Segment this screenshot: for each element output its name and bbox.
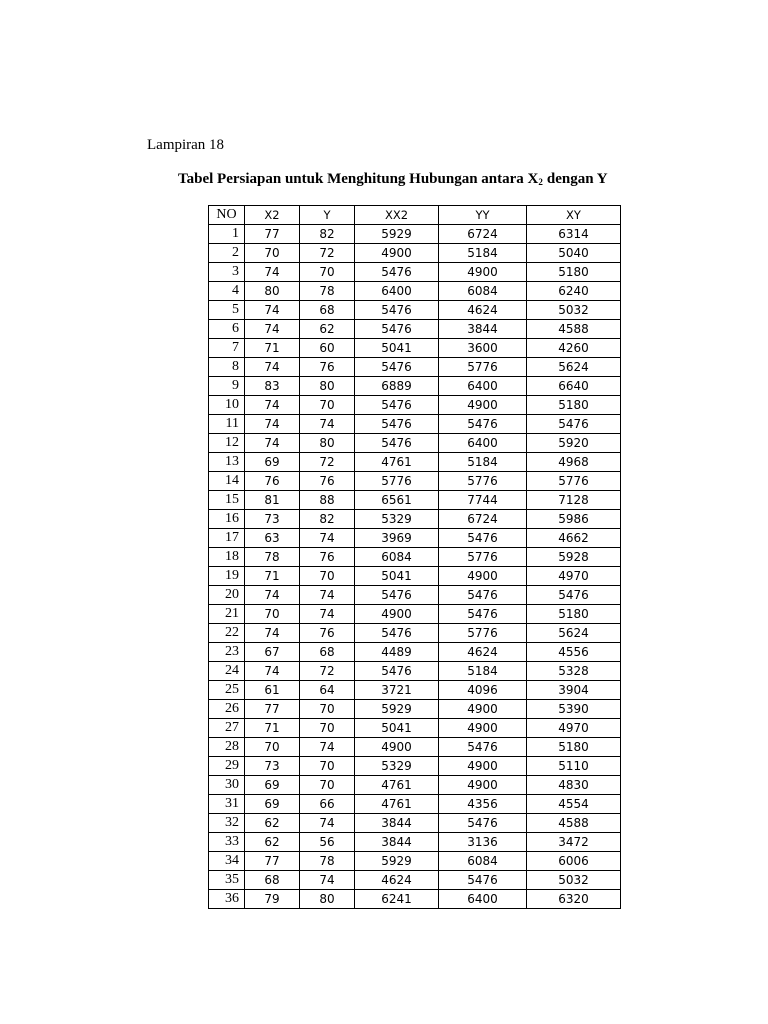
cell-x2: 69 (245, 453, 300, 472)
cell-yy: 4624 (439, 643, 527, 662)
cell-xx2: 4489 (355, 643, 439, 662)
cell-yy: 3600 (439, 339, 527, 358)
table-row (209, 681, 621, 700)
cell-yy: 5184 (439, 662, 527, 681)
cell-x2: 74 (245, 301, 300, 320)
cell-yy: 5476 (439, 814, 527, 833)
table-row (209, 567, 621, 586)
cell-x2: 62 (245, 833, 300, 852)
cell-y: 88 (300, 491, 355, 510)
table-row (209, 624, 621, 643)
table-row (209, 225, 621, 244)
cell-yy: 6400 (439, 434, 527, 453)
cell-y: 72 (300, 453, 355, 472)
cell-xx2: 5329 (355, 757, 439, 776)
cell-x2: 74 (245, 624, 300, 643)
cell-xx2: 4624 (355, 871, 439, 890)
cell-xx2: 6241 (355, 890, 439, 909)
cell-xy: 4554 (527, 795, 621, 814)
table-row (209, 320, 621, 339)
cell-xx2: 5476 (355, 396, 439, 415)
cell-y: 76 (300, 548, 355, 567)
cell-no: 10 (209, 396, 245, 415)
cell-xx2: 3844 (355, 814, 439, 833)
cell-xy: 5032 (527, 301, 621, 320)
cell-xy: 5040 (527, 244, 621, 263)
cell-x2: 77 (245, 700, 300, 719)
cell-xx2: 3969 (355, 529, 439, 548)
cell-y: 68 (300, 301, 355, 320)
table-row (209, 795, 621, 814)
cell-x2: 70 (245, 605, 300, 624)
cell-no: 16 (209, 510, 245, 529)
cell-xx2: 5929 (355, 852, 439, 871)
cell-xx2: 5929 (355, 225, 439, 244)
cell-x2: 79 (245, 890, 300, 909)
cell-xx2: 5476 (355, 301, 439, 320)
cell-xy: 5476 (527, 586, 621, 605)
cell-y: 64 (300, 681, 355, 700)
cell-xx2: 4761 (355, 453, 439, 472)
cell-x2: 74 (245, 396, 300, 415)
cell-x2: 62 (245, 814, 300, 833)
cell-yy: 5476 (439, 529, 527, 548)
cell-xx2: 4761 (355, 795, 439, 814)
header-xy: XY (527, 206, 621, 225)
cell-xx2: 5776 (355, 472, 439, 491)
cell-y: 70 (300, 719, 355, 738)
cell-yy: 4900 (439, 263, 527, 282)
cell-xy: 5476 (527, 415, 621, 434)
cell-no: 26 (209, 700, 245, 719)
cell-xy: 5920 (527, 434, 621, 453)
cell-y: 72 (300, 244, 355, 263)
table-row (209, 339, 621, 358)
cell-yy: 5776 (439, 548, 527, 567)
cell-yy: 4624 (439, 301, 527, 320)
table-row (209, 301, 621, 320)
cell-y: 70 (300, 396, 355, 415)
cell-xy: 7128 (527, 491, 621, 510)
cell-xy: 5180 (527, 396, 621, 415)
table-row (209, 852, 621, 871)
cell-no: 25 (209, 681, 245, 700)
cell-y: 70 (300, 757, 355, 776)
cell-yy: 5776 (439, 358, 527, 377)
cell-y: 68 (300, 643, 355, 662)
cell-no: 21 (209, 605, 245, 624)
table-row (209, 510, 621, 529)
cell-x2: 71 (245, 567, 300, 586)
cell-yy: 5476 (439, 586, 527, 605)
cell-x2: 74 (245, 415, 300, 434)
page-label: Lampiran 18 (147, 137, 225, 153)
cell-no: 6 (209, 320, 245, 339)
cell-yy: 4900 (439, 567, 527, 586)
table-row (209, 263, 621, 282)
cell-x2: 74 (245, 434, 300, 453)
cell-y: 74 (300, 871, 355, 890)
cell-no: 28 (209, 738, 245, 757)
cell-yy: 4900 (439, 396, 527, 415)
table-row (209, 890, 621, 909)
cell-yy: 5776 (439, 472, 527, 491)
cell-xx2: 3721 (355, 681, 439, 700)
table-row (209, 871, 621, 890)
cell-x2: 69 (245, 776, 300, 795)
cell-no: 12 (209, 434, 245, 453)
cell-no: 31 (209, 795, 245, 814)
table-row (209, 814, 621, 833)
table-row (209, 377, 621, 396)
cell-xx2: 6889 (355, 377, 439, 396)
cell-yy: 4900 (439, 700, 527, 719)
cell-x2: 78 (245, 548, 300, 567)
cell-x2: 74 (245, 662, 300, 681)
cell-no: 19 (209, 567, 245, 586)
cell-x2: 63 (245, 529, 300, 548)
table-row (209, 529, 621, 548)
cell-y: 74 (300, 738, 355, 757)
table-row (209, 662, 621, 681)
cell-xy: 5624 (527, 624, 621, 643)
cell-y: 74 (300, 529, 355, 548)
cell-yy: 4096 (439, 681, 527, 700)
cell-xx2: 5476 (355, 358, 439, 377)
cell-xy: 5776 (527, 472, 621, 491)
cell-y: 76 (300, 472, 355, 491)
cell-xx2: 4900 (355, 605, 439, 624)
header-no: NO (209, 206, 245, 225)
cell-y: 74 (300, 415, 355, 434)
cell-no: 24 (209, 662, 245, 681)
cell-yy: 6400 (439, 890, 527, 909)
cell-y: 70 (300, 700, 355, 719)
cell-y: 76 (300, 358, 355, 377)
cell-xx2: 6400 (355, 282, 439, 301)
table-row (209, 434, 621, 453)
cell-x2: 73 (245, 757, 300, 776)
cell-xy: 6320 (527, 890, 621, 909)
cell-xy: 5032 (527, 871, 621, 890)
cell-y: 56 (300, 833, 355, 852)
cell-x2: 77 (245, 225, 300, 244)
cell-yy: 6724 (439, 510, 527, 529)
cell-x2: 73 (245, 510, 300, 529)
table-body (209, 225, 621, 909)
cell-xx2: 5476 (355, 434, 439, 453)
cell-xx2: 5041 (355, 719, 439, 738)
cell-xx2: 6561 (355, 491, 439, 510)
cell-yy: 6400 (439, 377, 527, 396)
cell-xx2: 5929 (355, 700, 439, 719)
cell-no: 36 (209, 890, 245, 909)
cell-yy: 5476 (439, 605, 527, 624)
cell-xx2: 5476 (355, 586, 439, 605)
table-row (209, 700, 621, 719)
table-row (209, 643, 621, 662)
table-row (209, 396, 621, 415)
cell-no: 3 (209, 263, 245, 282)
cell-yy: 4900 (439, 776, 527, 795)
cell-y: 74 (300, 605, 355, 624)
cell-no: 34 (209, 852, 245, 871)
cell-no: 14 (209, 472, 245, 491)
cell-no: 2 (209, 244, 245, 263)
cell-x2: 81 (245, 491, 300, 510)
header-y: Y (300, 206, 355, 225)
cell-xy: 6240 (527, 282, 621, 301)
cell-xx2: 5476 (355, 662, 439, 681)
cell-no: 18 (209, 548, 245, 567)
cell-y: 78 (300, 852, 355, 871)
cell-yy: 3136 (439, 833, 527, 852)
cell-no: 11 (209, 415, 245, 434)
cell-no: 13 (209, 453, 245, 472)
table-row (209, 738, 621, 757)
cell-no: 32 (209, 814, 245, 833)
data-table (208, 205, 621, 909)
cell-x2: 70 (245, 738, 300, 757)
cell-yy: 4900 (439, 719, 527, 738)
title-subscript: 2 (538, 177, 543, 187)
cell-no: 15 (209, 491, 245, 510)
table-header-row (209, 206, 621, 225)
cell-y: 80 (300, 377, 355, 396)
cell-xy: 4830 (527, 776, 621, 795)
cell-xx2: 5041 (355, 567, 439, 586)
cell-no: 30 (209, 776, 245, 795)
cell-xx2: 4761 (355, 776, 439, 795)
cell-y: 74 (300, 586, 355, 605)
cell-yy: 3844 (439, 320, 527, 339)
cell-x2: 69 (245, 795, 300, 814)
cell-x2: 77 (245, 852, 300, 871)
cell-xy: 6314 (527, 225, 621, 244)
title-text: Tabel Persiapan untuk Menghitung Hubungan antara X (178, 171, 539, 187)
cell-xx2: 6084 (355, 548, 439, 567)
cell-x2: 61 (245, 681, 300, 700)
cell-yy: 6084 (439, 852, 527, 871)
cell-xy: 3472 (527, 833, 621, 852)
cell-yy: 5476 (439, 738, 527, 757)
cell-y: 70 (300, 263, 355, 282)
cell-no: 8 (209, 358, 245, 377)
cell-y: 62 (300, 320, 355, 339)
table-row (209, 605, 621, 624)
cell-xx2: 5041 (355, 339, 439, 358)
cell-no: 4 (209, 282, 245, 301)
table-row (209, 833, 621, 852)
cell-xy: 5986 (527, 510, 621, 529)
cell-x2: 67 (245, 643, 300, 662)
cell-yy: 5184 (439, 244, 527, 263)
cell-xy: 4970 (527, 719, 621, 738)
cell-y: 82 (300, 510, 355, 529)
cell-no: 7 (209, 339, 245, 358)
cell-x2: 83 (245, 377, 300, 396)
cell-y: 70 (300, 567, 355, 586)
cell-y: 72 (300, 662, 355, 681)
cell-x2: 70 (245, 244, 300, 263)
cell-xy: 4588 (527, 320, 621, 339)
page-title (178, 171, 608, 188)
cell-y: 74 (300, 814, 355, 833)
cell-x2: 68 (245, 871, 300, 890)
cell-no: 22 (209, 624, 245, 643)
cell-y: 78 (300, 282, 355, 301)
cell-yy: 5476 (439, 415, 527, 434)
cell-y: 60 (300, 339, 355, 358)
cell-no: 35 (209, 871, 245, 890)
table-row (209, 491, 621, 510)
cell-xx2: 4900 (355, 738, 439, 757)
cell-xx2: 5476 (355, 624, 439, 643)
cell-x2: 74 (245, 586, 300, 605)
table-row (209, 548, 621, 567)
cell-x2: 71 (245, 339, 300, 358)
cell-no: 27 (209, 719, 245, 738)
cell-xx2: 5329 (355, 510, 439, 529)
cell-xy: 5110 (527, 757, 621, 776)
cell-xx2: 3844 (355, 833, 439, 852)
cell-yy: 5476 (439, 871, 527, 890)
cell-xx2: 5476 (355, 415, 439, 434)
table-row (209, 719, 621, 738)
cell-y: 80 (300, 890, 355, 909)
cell-no: 23 (209, 643, 245, 662)
cell-yy: 4356 (439, 795, 527, 814)
cell-no: 29 (209, 757, 245, 776)
cell-xx2: 5476 (355, 263, 439, 282)
cell-xy: 5180 (527, 605, 621, 624)
cell-x2: 76 (245, 472, 300, 491)
cell-xy: 5180 (527, 738, 621, 757)
title-text-end: dengan Y (546, 171, 608, 187)
cell-yy: 7744 (439, 491, 527, 510)
table-row (209, 358, 621, 377)
cell-yy: 5184 (439, 453, 527, 472)
cell-x2: 80 (245, 282, 300, 301)
cell-xy: 5624 (527, 358, 621, 377)
cell-xy: 5928 (527, 548, 621, 567)
cell-no: 9 (209, 377, 245, 396)
cell-xx2: 5476 (355, 320, 439, 339)
cell-y: 76 (300, 624, 355, 643)
cell-xy: 3904 (527, 681, 621, 700)
header-xx2: XX2 (355, 206, 439, 225)
cell-no: 5 (209, 301, 245, 320)
cell-no: 17 (209, 529, 245, 548)
cell-no: 1 (209, 225, 245, 244)
table-row (209, 757, 621, 776)
cell-y: 66 (300, 795, 355, 814)
table-row (209, 244, 621, 263)
cell-yy: 4900 (439, 757, 527, 776)
table-row (209, 453, 621, 472)
cell-xx2: 4900 (355, 244, 439, 263)
cell-y: 82 (300, 225, 355, 244)
cell-xy: 6006 (527, 852, 621, 871)
table-row (209, 776, 621, 795)
cell-no: 20 (209, 586, 245, 605)
cell-xy: 6640 (527, 377, 621, 396)
cell-x2: 74 (245, 358, 300, 377)
cell-no: 33 (209, 833, 245, 852)
cell-yy: 5776 (439, 624, 527, 643)
cell-xy: 4662 (527, 529, 621, 548)
cell-xy: 5180 (527, 263, 621, 282)
table-row (209, 415, 621, 434)
table-row (209, 472, 621, 491)
header-x2: X2 (245, 206, 300, 225)
cell-xy: 4970 (527, 567, 621, 586)
cell-x2: 71 (245, 719, 300, 738)
cell-x2: 74 (245, 320, 300, 339)
cell-y: 80 (300, 434, 355, 453)
cell-x2: 74 (245, 263, 300, 282)
header-yy: YY (439, 206, 527, 225)
cell-xy: 4588 (527, 814, 621, 833)
cell-xy: 5390 (527, 700, 621, 719)
table-row (209, 282, 621, 301)
cell-xy: 5328 (527, 662, 621, 681)
table-row (209, 586, 621, 605)
cell-xy: 4968 (527, 453, 621, 472)
cell-xy: 4556 (527, 643, 621, 662)
cell-xy: 4260 (527, 339, 621, 358)
cell-yy: 6724 (439, 225, 527, 244)
cell-yy: 6084 (439, 282, 527, 301)
cell-y: 70 (300, 776, 355, 795)
